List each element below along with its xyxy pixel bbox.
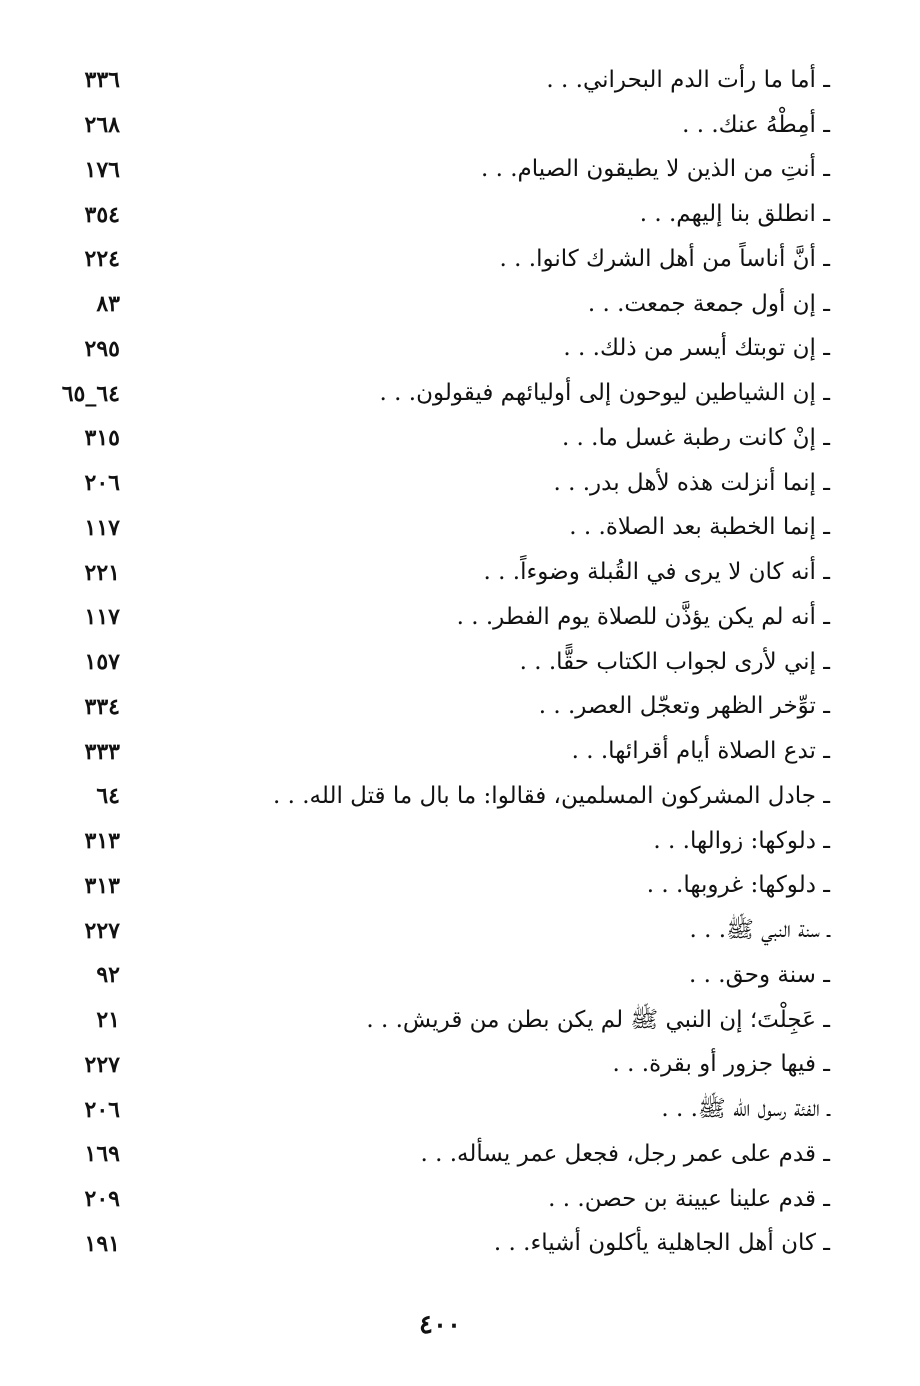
entry-text: ـ قدم علينا عيينة بن حصن. . .	[548, 1185, 830, 1212]
entry-page-ref: ٣١٣	[84, 872, 120, 899]
index-entry	[40, 595, 830, 640]
index-entry	[40, 998, 830, 1043]
index-entry	[40, 953, 830, 998]
index-entry	[40, 506, 830, 551]
entry-text: ـ فيها جزور أو بقرة. . .	[612, 1051, 830, 1078]
entry-page-ref: ٣١٥	[84, 425, 120, 452]
entry-text: ـ أنَّ أناساً من أهل الشرك كانوا. . .	[499, 245, 830, 272]
index-entry	[40, 461, 830, 506]
entry-page-ref: ١٧٦	[84, 156, 120, 183]
entry-text: ـ تدع الصلاة أيام أقرائها. . .	[571, 738, 830, 765]
entry-page-ref: ٢٠٩	[84, 1186, 120, 1213]
entry-page-ref: ٣٥٤	[84, 201, 120, 228]
entry-text: ـ أنتِ من الذين لا يطيقون الصيام. . .	[480, 156, 830, 183]
index-entry	[40, 1132, 830, 1177]
entry-text: ـ عَجِلْتَ؛ إن النبي ﷺ لم يكن بطن من قريش. . .	[366, 1006, 830, 1033]
index-entry	[40, 1087, 830, 1132]
index-entry	[40, 1222, 830, 1267]
entry-text: ـ سنة وحق. . .	[689, 961, 830, 988]
entry-page-ref: ٢٠٦	[84, 470, 120, 497]
page-number: ٤٠٠	[419, 1310, 461, 1340]
entry-text: ـ دلوكها: غروبها. . .	[646, 872, 830, 899]
index-entry	[40, 819, 830, 864]
index-entry	[40, 327, 830, 372]
index-entry	[40, 908, 830, 953]
entry-page-ref: ١٦٩	[84, 1141, 120, 1168]
entry-text: ـ كان أهل الجاهلية يأكلون أشياء. . .	[493, 1230, 830, 1257]
entry-text: ـ إن توبتك أيسر من ذلك. . .	[563, 335, 830, 362]
index-entry	[40, 729, 830, 774]
index-entry	[40, 58, 830, 103]
entry-page-ref: ٢٢٧	[84, 1051, 120, 1078]
entry-page-ref: ٦٤_٦٥	[61, 380, 120, 407]
entry-page-ref: ٣١٣	[84, 828, 120, 855]
entry-page-ref: ٢٢١	[84, 559, 120, 586]
entry-text: ـ الفئة رسول الله ﷺ. . .	[661, 1096, 830, 1123]
entry-page-ref: ٣٣٣	[84, 738, 120, 765]
entry-text: ـ إنما أنزلت هذه لأهل بدر. . .	[553, 469, 830, 496]
entry-text: ـ جادل المشركون المسلمين، فقالوا: ما بال ما قتل الله. . .	[272, 782, 830, 809]
index-entry	[40, 774, 830, 819]
entry-text: ـ توِّخر الظهر وتعجّل العصر. . .	[538, 693, 830, 720]
entry-page-ref: ١١٧	[84, 514, 120, 541]
index-entry	[40, 685, 830, 730]
index-entry	[40, 640, 830, 685]
entry-text: ـ قدم على عمر رجل، فجعل عمر يسأله. . .	[420, 1140, 830, 1167]
entry-page-ref: ٣٣٤	[84, 693, 120, 720]
entry-text: ـ أمِطْهُ عنك. . .	[682, 111, 830, 138]
entry-page-ref: ٢١	[96, 1007, 120, 1034]
entry-text: ـ إن الشياطين ليوحون إلى أوليائهم فيقولون. . .	[379, 380, 830, 407]
entry-page-ref: ١١٧	[84, 604, 120, 631]
entry-text: ـ أنه لم يكن يؤذَّن للصلاة يوم الفطر. . .	[456, 603, 830, 630]
entry-page-ref: ١٩١	[84, 1230, 120, 1257]
entry-page-ref: ٦٤	[96, 783, 120, 810]
index-entry	[40, 192, 830, 237]
entry-text: ـ دلوكها: زوالها. . .	[653, 827, 830, 854]
index-entry	[40, 1043, 830, 1088]
entry-text: ـ أنه كان لا يرى في القُبلة وضوءاً. . .	[483, 559, 830, 586]
entry-page-ref: ٢٦٨	[84, 112, 120, 139]
index-entry	[40, 864, 830, 909]
entry-text: ـ إني لأرى لجواب الكتاب حقًّا. . .	[519, 648, 830, 675]
index-entry	[40, 550, 830, 595]
entry-page-ref: ٢٩٥	[84, 335, 120, 362]
entry-text: ـ أما ما رأت الدم البحراني. . .	[546, 66, 830, 93]
entry-text: ـ إنْ كانت رطبة غسل ما. . .	[561, 424, 830, 451]
entry-text: ـ سنة النبي ﷺ. . .	[689, 917, 830, 944]
index-entry	[40, 237, 830, 282]
entry-page-ref: ٣٣٦	[84, 67, 120, 94]
hadith-index-list	[40, 58, 830, 1266]
entry-page-ref: ٨٣	[96, 291, 120, 318]
index-entry	[40, 371, 830, 416]
entry-text: ـ إن أول جمعة جمعت. . .	[587, 290, 830, 317]
index-entry	[40, 148, 830, 193]
entry-page-ref: ٢٠٦	[84, 1096, 120, 1123]
index-entry	[40, 1177, 830, 1222]
entry-page-ref: ٢٢٤	[84, 246, 120, 273]
entry-text: ـ إنما الخطبة بعد الصلاة. . .	[569, 514, 830, 541]
entry-text: ـ انطلق بنا إليهم. . .	[639, 201, 830, 228]
index-entry	[40, 103, 830, 148]
entry-page-ref: ٩٢	[96, 962, 120, 989]
index-entry	[40, 416, 830, 461]
index-entry	[40, 282, 830, 327]
entry-page-ref: ٢٢٧	[84, 917, 120, 944]
entry-page-ref: ١٥٧	[84, 649, 120, 676]
